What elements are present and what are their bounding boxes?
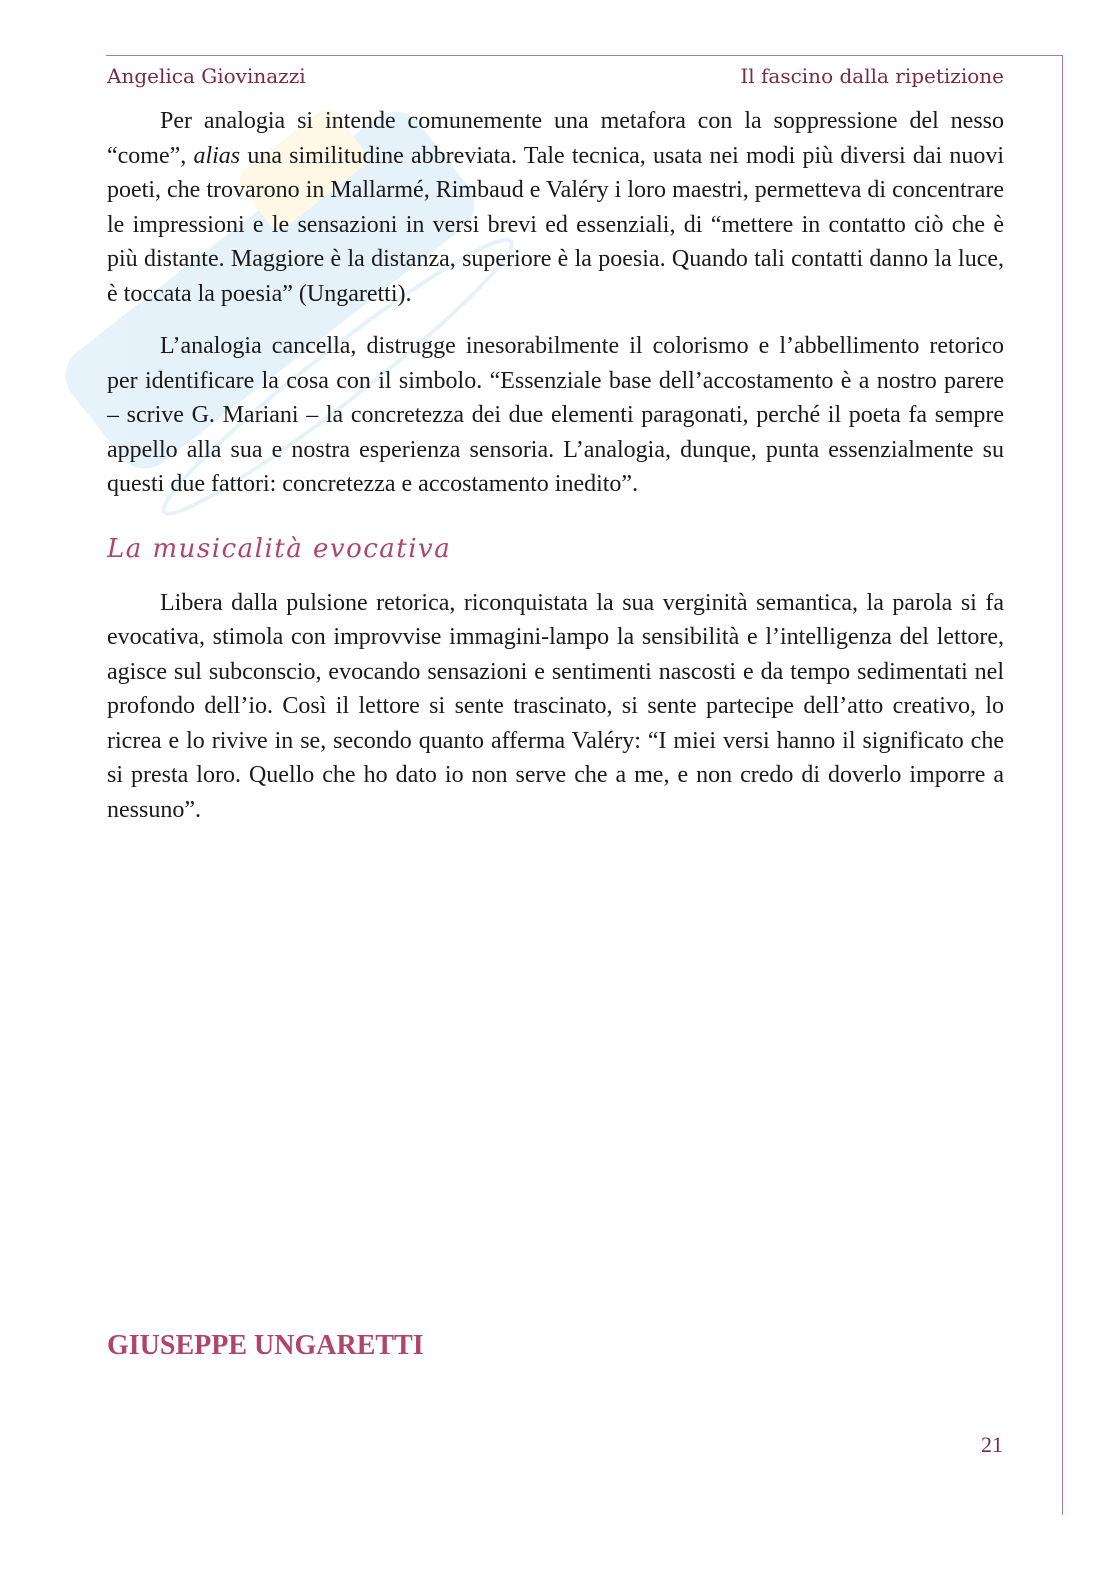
page-frame-top-rule bbox=[106, 55, 1063, 56]
section-heading: La musicalità evocativa bbox=[107, 533, 452, 564]
header-book-title: Il fascino dalla ripetizione bbox=[740, 64, 1004, 88]
author-heading: GIUSEPPE UNGARETTI bbox=[107, 1330, 424, 1361]
page-frame-right-rule bbox=[1062, 55, 1063, 1515]
paragraph-analogia-cancella: L’analogia cancella, distrugge inesorabilmente il colorismo e l’abbellimento retorico per identificare la cosa con il simbolo. “Essenziale base dell’accostamento è a nostro parere – scrive G. Mariani – la concretezza dei due elementi paragonati, perché il poeta fa sempre appello alla sua e nostra esperienza sensoria. L’analogia, dunque, punta essenzialmente su questi due fattori: concretezza e accostamento inedito”. bbox=[107, 333, 1004, 497]
running-header bbox=[107, 64, 1004, 92]
paragraph-analogia bbox=[107, 104, 1004, 311]
paragraph-analogia-italic: alias bbox=[193, 142, 241, 169]
main-text bbox=[107, 104, 1004, 845]
page-number: 21 bbox=[981, 1432, 1003, 1457]
header-author: Angelica Giovinazzi bbox=[107, 64, 306, 88]
paragraph-musicalita: Libera dalla pulsione retorica, riconquistata la sua verginità semantica, la parola si fa evocativa, stimola con improvvise immagini-lampo la sensibilità e l’intelligenza del lettore, agisce sul subconscio, evocando sensazioni e sentimenti nascosti e da tempo sedimentati nel profondo dell’io. Così il lettore si sente trascinato, si sente partecipe dell’atto creativo, lo ricrea e lo rivive in se, secondo quanto afferma Valéry: “I miei versi hanno il significato che si presta loro. Quello che ho dato io non serve che a me, e non credo di doverlo imporre a nessuno”. bbox=[107, 589, 1004, 823]
paragraph-analogia-text-2: una similitudine abbreviata. Tale tecnica, usata nei modi più diversi dai nuovi poeti, che trovarono in Mallarmé, Rimbaud e Valéry i loro maestri, permetteva di concentrare le impressioni e le sensazioni in versi brevi ed essenziali, di “mettere in contatto ciò che è più distante. Maggiore è la distanza, superiore è la poesia. Quando tali contatti danno la luce, è toccata la poesia” (Ungaretti). bbox=[107, 142, 1005, 307]
paragraph-analogia-text-1: Per analogia si intende comunemente una metafora con la soppressione del nesso “come”, bbox=[107, 108, 1004, 169]
